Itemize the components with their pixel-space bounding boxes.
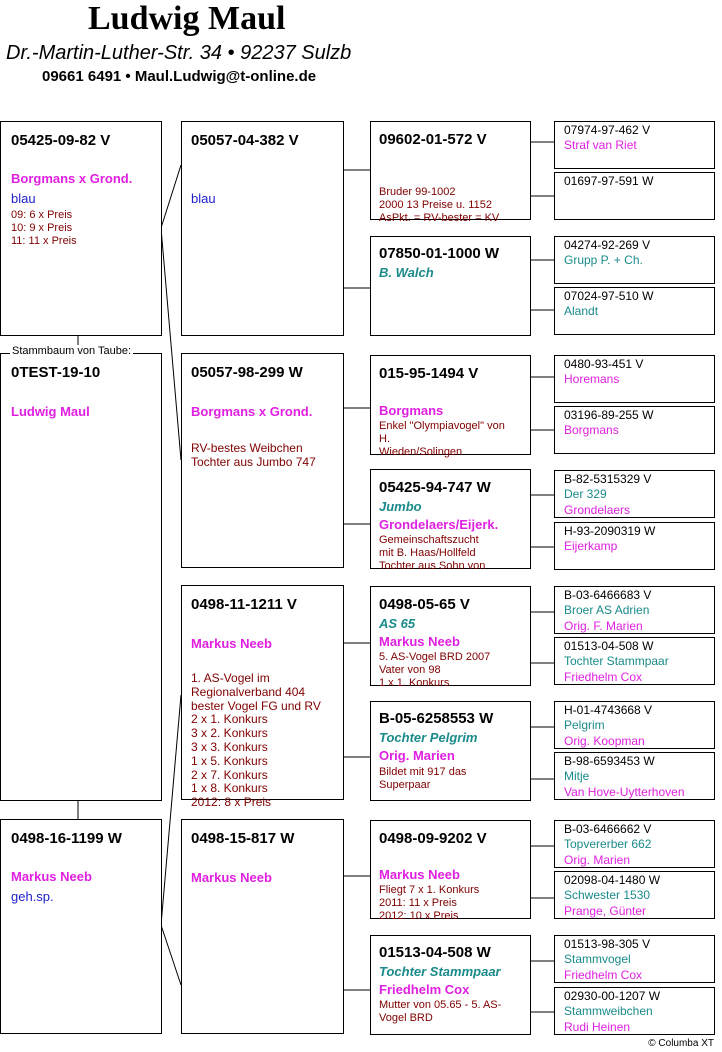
g2-ff-ring: 05057-04-382 V xyxy=(191,132,299,149)
g3-ring: 015-95-1494 V xyxy=(379,365,479,382)
g4-pigeon[interactable] xyxy=(554,121,715,169)
g1-father[interactable] xyxy=(0,121,162,336)
g4-ring: H-01-4743668 V xyxy=(564,703,653,717)
g4-ring: 01513-98-305 V xyxy=(564,937,651,951)
note-line: 2012: 10 x Preis xyxy=(379,910,459,922)
g4-line: Schwester 1530 xyxy=(564,888,651,902)
root-caption: Stammbaum von Taube: xyxy=(12,345,132,357)
g3-pigeon[interactable] xyxy=(370,469,531,572)
g4-ring: B-82-5315329 V xyxy=(564,472,652,486)
g3-ring: 0498-05-65 V xyxy=(379,596,470,613)
g4-ring: B-03-6466683 V xyxy=(564,588,652,602)
g4-ring: H-93-2090319 W xyxy=(564,524,656,538)
g2-fm[interactable] xyxy=(181,353,344,568)
g2-fm-name: Borgmans x Grond. xyxy=(191,404,313,419)
note-line: Vater von 98 xyxy=(379,664,441,676)
note-line: AsPkt. = RV-bester = KV xyxy=(379,212,500,224)
g4-line: Orig. Marien xyxy=(564,853,631,867)
note-line: Bruder 99-1002 xyxy=(379,186,456,198)
g3-pigeon[interactable] xyxy=(370,820,531,922)
g3-ring: 0498-09-9202 V xyxy=(379,830,487,847)
g3-notes xyxy=(379,534,485,573)
g3-notes xyxy=(379,999,501,1025)
note-line: 2011: 11 x Preis xyxy=(379,897,457,909)
g4-line: Topvererber 662 xyxy=(564,837,652,851)
g4-ring: B-98-6593453 W xyxy=(564,754,655,768)
g4-line: Grondelaers xyxy=(564,503,631,517)
g4-line: Tochter Stammpaar xyxy=(564,654,669,668)
g1-father-color: blau xyxy=(11,191,36,206)
g4-ring: 04274-92-269 V xyxy=(564,238,651,252)
note-line: 1. AS-Vogel im xyxy=(191,671,270,685)
g4-ring: B-03-6466662 V xyxy=(564,822,652,836)
note-line: 2012: 8 x Preis xyxy=(191,795,272,810)
g2-mf-ring: 0498-11-1211 V xyxy=(191,596,297,613)
g3-notes xyxy=(379,884,479,923)
g1-mother-name: Markus Neeb xyxy=(11,869,92,884)
breeder-contact: 09661 6491 • Maul.Ludwig@t-online.de xyxy=(42,68,317,85)
note-line: RV-bestes Weibchen xyxy=(191,441,303,455)
g2-mf-notes xyxy=(191,672,321,810)
g4-line: Mitje xyxy=(564,769,590,783)
g4-line: Stammweibchen xyxy=(564,1004,653,1018)
g3-alias: AS 65 xyxy=(379,616,416,631)
g3-ring: 07850-01-1000 W xyxy=(379,245,500,262)
g3-pigeon[interactable] xyxy=(370,236,531,336)
g3-name: Borgmans xyxy=(379,403,444,418)
note-line: 1 x 1. Konkurs xyxy=(379,677,450,689)
note-line: Superpaar xyxy=(379,779,431,791)
g4-line: Stammvogel xyxy=(564,952,631,966)
g4-pigeon[interactable] xyxy=(554,586,715,634)
g3-notes xyxy=(379,766,466,792)
g4-pigeon[interactable] xyxy=(554,522,715,570)
note-line: Vogel BRD xyxy=(379,1012,433,1024)
g4-line: Orig. F. Marien xyxy=(564,619,643,633)
note-line: 2000 13 Preise u. 1152 xyxy=(379,199,492,211)
note-line: 3 x 2. Konkurs xyxy=(191,726,268,741)
root-owner: Ludwig Maul xyxy=(11,404,90,419)
note-line: Gemeinschaftszucht xyxy=(379,534,479,546)
g3-pigeon[interactable] xyxy=(370,701,531,801)
g2-ff[interactable] xyxy=(181,121,344,336)
g4-line: Der 329 xyxy=(564,487,607,501)
g3-name: Orig. Marien xyxy=(379,748,455,763)
g4-pigeon[interactable] xyxy=(554,470,715,518)
note-line: Enkel "Olympiavogel" von xyxy=(379,420,505,432)
g4-pigeon[interactable] xyxy=(554,355,715,403)
g4-ring: 0480-93-451 V xyxy=(564,357,644,371)
g4-pigeon[interactable] xyxy=(554,935,715,983)
g2-mm[interactable] xyxy=(181,819,344,1034)
g4-ring: 01697-97-591 W xyxy=(564,174,654,188)
g3-notes xyxy=(379,420,505,459)
g1-father-name: Borgmans x Grond. xyxy=(11,171,133,186)
g4-pigeon[interactable] xyxy=(554,987,715,1035)
g4-ring: 01513-04-508 W xyxy=(564,639,654,653)
g3-alias: Tochter Stammpaar xyxy=(379,964,501,979)
g4-line: Straf van Riet xyxy=(564,138,637,152)
g4-line: Rudi Heinen xyxy=(564,1020,631,1034)
g4-line: Orig. Koopman xyxy=(564,734,645,748)
note-line: Mutter von 05.65 - 5. AS- xyxy=(379,999,502,1011)
g3-pigeon[interactable] xyxy=(370,355,531,458)
g3-ring: 09602-01-572 V xyxy=(379,131,487,148)
note-line: 1 x 5. Konkurs xyxy=(191,753,268,768)
g4-ring: 07974-97-462 V xyxy=(564,123,651,137)
note-line: Wieden/Solingen xyxy=(379,446,463,458)
g4-line: Friedhelm Cox xyxy=(564,670,643,684)
g2-fm-notes xyxy=(191,441,316,469)
g4-line: Horemans xyxy=(564,372,620,386)
g2-mm-name: Markus Neeb xyxy=(191,870,272,885)
g3-alias: B. Walch xyxy=(379,265,434,280)
g4-pigeon[interactable] xyxy=(554,820,715,868)
g4-line: Pelgrim xyxy=(564,718,605,732)
g2-mm-ring: 0498-15-817 W xyxy=(191,830,295,847)
note-line: bester Vogel FG und RV xyxy=(191,698,321,713)
g3-name: Markus Neeb xyxy=(379,634,460,649)
g4-pigeon[interactable] xyxy=(554,287,715,335)
footer-credit: © Columba XT xyxy=(648,1038,714,1049)
g3-notes xyxy=(379,186,499,225)
g3-alias: Jumbo xyxy=(379,499,422,514)
note-line: 5. AS-Vogel BRD 2007 xyxy=(379,651,491,663)
note-line: 10: 9 x Preis xyxy=(11,222,73,234)
breeder-address: Dr.-Martin-Luther-Str. 34 • 92237 Sulzb xyxy=(6,42,352,64)
g3-pigeon[interactable] xyxy=(370,121,531,224)
note-line: 3 x 3. Konkurs xyxy=(191,739,268,754)
note-line: 1 x 8. Konkurs xyxy=(191,781,268,796)
note-line: Fliegt 7 x 1. Konkurs xyxy=(379,884,480,896)
g4-line: Friedhelm Cox xyxy=(564,968,643,982)
g3-ring: B-05-6258553 W xyxy=(379,710,494,727)
note-line: 11: 11 x Preis xyxy=(11,235,77,247)
g2-mf-name: Markus Neeb xyxy=(191,636,272,651)
g4-line: Grupp P. + Ch. xyxy=(564,253,643,267)
g4-ring: 07024-97-510 W xyxy=(564,289,654,303)
g3-name: Friedhelm Cox xyxy=(379,982,470,997)
note-line: 09: 6 x Preis xyxy=(11,209,73,221)
note-line: Bildet mit 917 das xyxy=(379,766,467,778)
note-line: Tochter aus Sohn von xyxy=(379,560,486,572)
breeder-name: Ludwig Maul xyxy=(88,0,286,37)
g1-mother-color: geh.sp. xyxy=(11,889,54,904)
g4-pigeon[interactable] xyxy=(554,871,715,919)
g2-mf[interactable] xyxy=(181,585,344,810)
note-line: H. xyxy=(379,433,390,445)
g4-line: Broer AS Adrien xyxy=(564,603,650,617)
note-line: 2 x 1. Konkurs xyxy=(191,712,268,727)
g3-name: Grondelaers/Eijerk. xyxy=(379,517,499,532)
note-line: 2 x 7. Konkurs xyxy=(191,767,268,782)
g3-alias: Tochter Pelgrim xyxy=(379,730,478,745)
g1-father-notes xyxy=(11,209,77,248)
g1-mother-ring: 0498-16-1199 W xyxy=(11,830,122,847)
g4-ring: 03196-89-255 W xyxy=(564,408,654,422)
g1-father-ring: 05425-09-82 V xyxy=(11,132,111,149)
g4-pigeon[interactable] xyxy=(554,637,715,685)
g3-name: Markus Neeb xyxy=(379,867,460,882)
g4-line: Eijerkamp xyxy=(564,539,618,553)
note-line: Tochter aus Jumbo 747 xyxy=(191,455,316,469)
g4-line: Alandt xyxy=(564,304,599,318)
g4-pigeon[interactable] xyxy=(554,172,715,220)
g4-ring: 02098-04-1480 W xyxy=(564,873,661,887)
g3-notes xyxy=(379,651,490,690)
g4-pigeon[interactable] xyxy=(554,701,715,749)
root-ring: 0TEST-19-10 xyxy=(11,364,101,381)
g4-pigeon[interactable] xyxy=(554,236,715,284)
g2-fm-ring: 05057-98-299 W xyxy=(191,364,303,381)
g4-line: Prange, Günter xyxy=(564,904,647,918)
g4-line: Van Hove-Uytterhoven xyxy=(564,785,685,799)
g4-pigeon[interactable] xyxy=(554,752,715,800)
g4-line: Borgmans xyxy=(564,423,619,437)
note-line: mit B. Haas/Hollfeld xyxy=(379,547,476,559)
g3-ring: 01513-04-508 W xyxy=(379,944,491,961)
g4-ring: 02930-00-1207 W xyxy=(564,989,661,1003)
root-pigeon[interactable] xyxy=(0,353,162,801)
g3-pigeon[interactable] xyxy=(370,586,531,689)
g2-ff-color: blau xyxy=(191,191,216,206)
note-line: Regionalverband 404 xyxy=(191,684,306,699)
g3-pigeon[interactable] xyxy=(370,935,531,1035)
g1-mother[interactable] xyxy=(0,819,162,1034)
g4-pigeon[interactable] xyxy=(554,406,715,454)
g3-ring: 05425-94-747 W xyxy=(379,479,491,496)
